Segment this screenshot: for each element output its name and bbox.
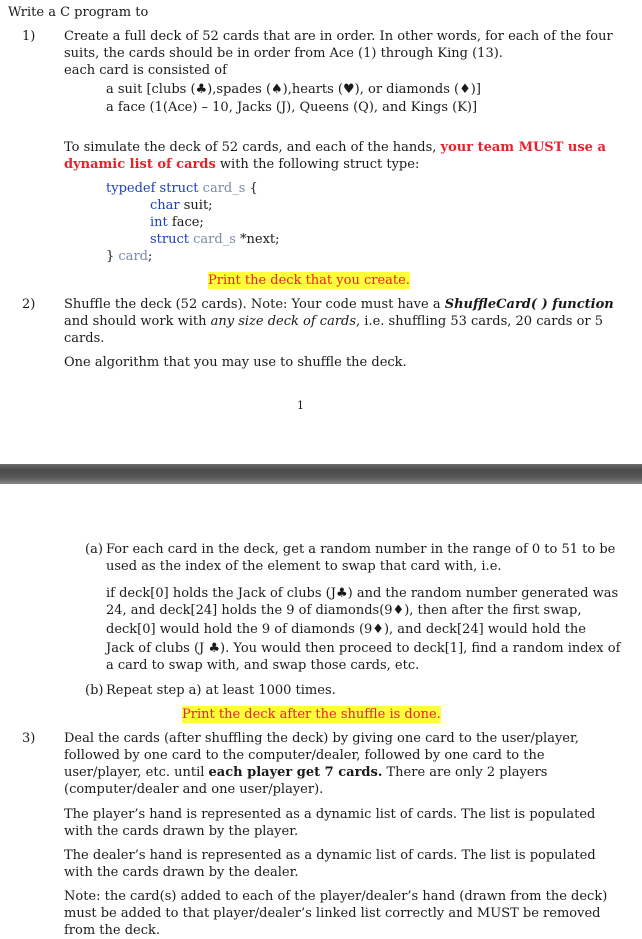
sub-a-line-2: used as the index of the element to swap that card with, i.e.	[106, 559, 502, 574]
item-1-number: 1)	[22, 29, 36, 44]
sub-a-label: (a)	[85, 542, 103, 557]
simulate-line-2	[64, 156, 419, 173]
suit-line: a suit [clubs (♣),spades (♠),hearts (♥), or diamonds (♦)]	[106, 82, 481, 97]
item-2-italic: any size deck of cards	[210, 314, 357, 329]
code-keyword: char	[150, 198, 180, 213]
code-line-1	[106, 180, 258, 197]
item-3-line-4: (computer/dealer and one user/player).	[64, 782, 324, 797]
code-field: face;	[167, 215, 204, 230]
code-punct: ;	[147, 249, 153, 264]
item-2-text: , i.e. shuffling 53 cards, 20 cards or 5	[356, 314, 604, 329]
simulate-emphasis-2: dynamic list of cards	[64, 157, 216, 172]
item-2-text: Shuffle the deck (52 cards). Note: Your code must have a	[64, 297, 445, 312]
code-line-3	[150, 214, 204, 231]
item-1-line-2: suits, the cards should be in order from Ace (1) through King (13).	[64, 46, 503, 61]
note-line-2: must be added to that player/dealer’s linked list correctly and MUST be removed	[64, 906, 601, 921]
code-type: card_s	[202, 181, 246, 196]
page-separator	[0, 464, 642, 484]
code-keyword: int	[150, 215, 168, 230]
item-2-line-3: cards.	[64, 331, 105, 346]
simulate-line-1	[64, 139, 606, 156]
face-line: a face (1(Ace) – 10, Jacks (J), Queens (Q), and Kings (K)]	[106, 100, 478, 115]
code-punct: }	[106, 249, 119, 264]
item-3-number: 3)	[22, 731, 36, 746]
sub-b-label: (b)	[85, 683, 104, 698]
item-2-text: and should work with	[64, 314, 211, 329]
note-line-3: from the deck.	[64, 923, 161, 938]
code-line-4	[150, 231, 280, 248]
code-field: suit;	[179, 198, 213, 213]
item-2-line-1	[64, 296, 614, 313]
simulate-text: To simulate the deck of 52 cards, and each of the hands,	[64, 140, 441, 155]
code-field: *next;	[235, 232, 280, 247]
document-page-2	[0, 484, 642, 937]
item-2-line-2	[64, 313, 603, 330]
item-1-line-1: Create a full deck of 52 cards that are in order. In other words, for each of the four	[64, 29, 613, 44]
sub-b-line-1: Repeat step a) at least 1000 times.	[106, 683, 336, 698]
code-keyword: struct	[150, 232, 194, 247]
sub-a-line-1: For each card in the deck, get a random number in the range of 0 to 51 to be	[106, 542, 616, 557]
example-line-2: 24, and deck[24] holds the 9 of diamonds(9♦), then after the first swap,	[106, 603, 582, 618]
item-2-line-4: One algorithm that you may use to shuffle the deck.	[64, 355, 407, 370]
item-3-text: user/player, etc. until	[64, 765, 209, 780]
simulate-emphasis-1: your team MUST use a	[440, 140, 606, 155]
item-1-line-3: each card is consisted of	[64, 63, 227, 78]
document-page-1	[0, 0, 642, 465]
shuffle-function-name: ShuffleCard( ) function	[444, 297, 614, 312]
item-3-bold: each player get 7 cards.	[208, 765, 383, 780]
example-line-5: a card to swap with, and swap those cards, etc.	[106, 658, 420, 673]
print-shuffle-instruction: Print the deck after the shuffle is done.	[182, 707, 441, 722]
player-hand-line-2: with the cards drawn by the player.	[64, 824, 299, 839]
dealer-hand-line-2: with the cards drawn by the dealer.	[64, 865, 299, 880]
code-punct: {	[245, 181, 258, 196]
code-keyword: typedef struct	[106, 181, 203, 196]
item-3-text: There are only 2 players	[382, 765, 548, 780]
code-line-2	[150, 197, 213, 214]
example-line-1: if deck[0] holds the Jack of clubs (J♣) and the random number generated was	[106, 586, 619, 601]
item-3-line-2: followed by one card to the computer/dealer, followed by one card to the	[64, 748, 545, 763]
note-line-1: Note: the card(s) added to each of the player/dealer’s hand (drawn from the deck)	[64, 889, 608, 904]
item-3-line-1: Deal the cards (after shuffling the deck) by giving one card to the user/player,	[64, 731, 579, 746]
player-hand-line-1: The player’s hand is represented as a dynamic list of cards. The list is populated	[64, 807, 596, 822]
document-title: Write a C program to	[8, 5, 149, 20]
code-type: card	[118, 249, 148, 264]
code-line-5	[106, 248, 152, 265]
simulate-text-2: with the following struct type:	[215, 157, 420, 172]
example-line-3: deck[0] would hold the 9 of diamonds (9♦), and deck[24] would hold the	[106, 622, 586, 637]
item-2-number: 2)	[22, 297, 36, 312]
page-number: 1	[297, 399, 304, 412]
print-deck-instruction: Print the deck that you create.	[208, 273, 410, 288]
item-3-line-3	[64, 764, 547, 781]
example-line-4: Jack of clubs (J ♣). You would then proceed to deck[1], find a random index of	[106, 641, 621, 656]
code-type: card_s	[193, 232, 236, 247]
dealer-hand-line-1: The dealer’s hand is represented as a dynamic list of cards. The list is populated	[64, 848, 596, 863]
